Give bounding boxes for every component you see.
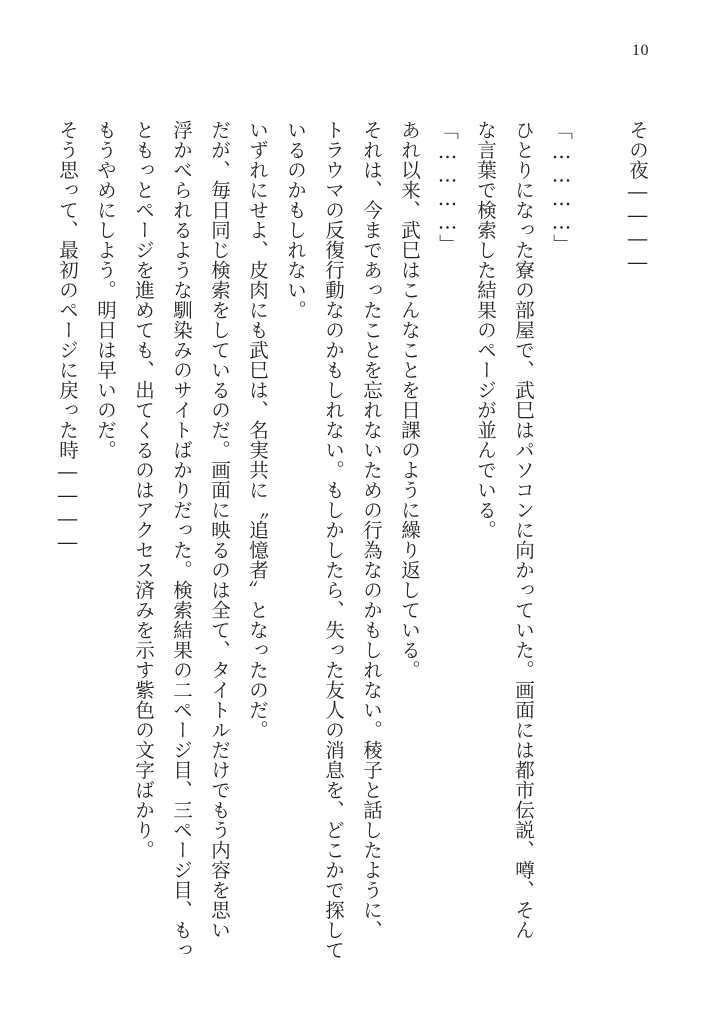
text-line: あれ以来、武巳はこんなことを日課のように繰り返している。 xyxy=(398,120,421,680)
text-line: もうやめにしよう。明日は早いのだ。 xyxy=(94,120,117,460)
text-line: 浮かべられるような馴染みのサイトばかりだった。検索結果の二ページ目、三ページ目、もっ xyxy=(170,120,193,960)
page-number: 10 xyxy=(632,42,649,59)
text-line: いるのかもしれない。 xyxy=(284,120,307,320)
text-line: 「…………」 xyxy=(550,120,573,254)
text-line: だが、毎日同じ検索をしているのだ。画面に映るのは全て、タイトルだけでもう内容を思い xyxy=(208,120,231,940)
text-line: ともっとページを進めても、出てくるのはアクセス済みを示す紫色の文字ばかり。 xyxy=(132,120,155,860)
text-line: トラウマの反復行動なのかもしれない。もしかしたら、失った友人の消息を、どこかで探して xyxy=(322,120,345,960)
text-line: それは、今まであったことを忘れないための行為なのかもしれない。稜子と話したように、 xyxy=(360,120,383,940)
text-line: その夜―――― xyxy=(626,120,649,274)
text-line: ひとりになった寮の部屋で、武巳はパソコンに向かっていた。画面には都市伝説、噂、そん xyxy=(512,120,535,940)
text-line: そう思って、最初のページに戻った時―――― xyxy=(56,120,79,554)
text-line: な言葉で検索した結果のページが並んでいる。 xyxy=(474,120,497,540)
text-line: いずれにせよ、皮肉にも武巳は、名実共に〝追憶者〟となったのだ。 xyxy=(246,120,269,740)
text-line-blank xyxy=(580,120,618,960)
vertical-text-body xyxy=(48,120,656,960)
text-line: 「…………」 xyxy=(436,120,459,254)
